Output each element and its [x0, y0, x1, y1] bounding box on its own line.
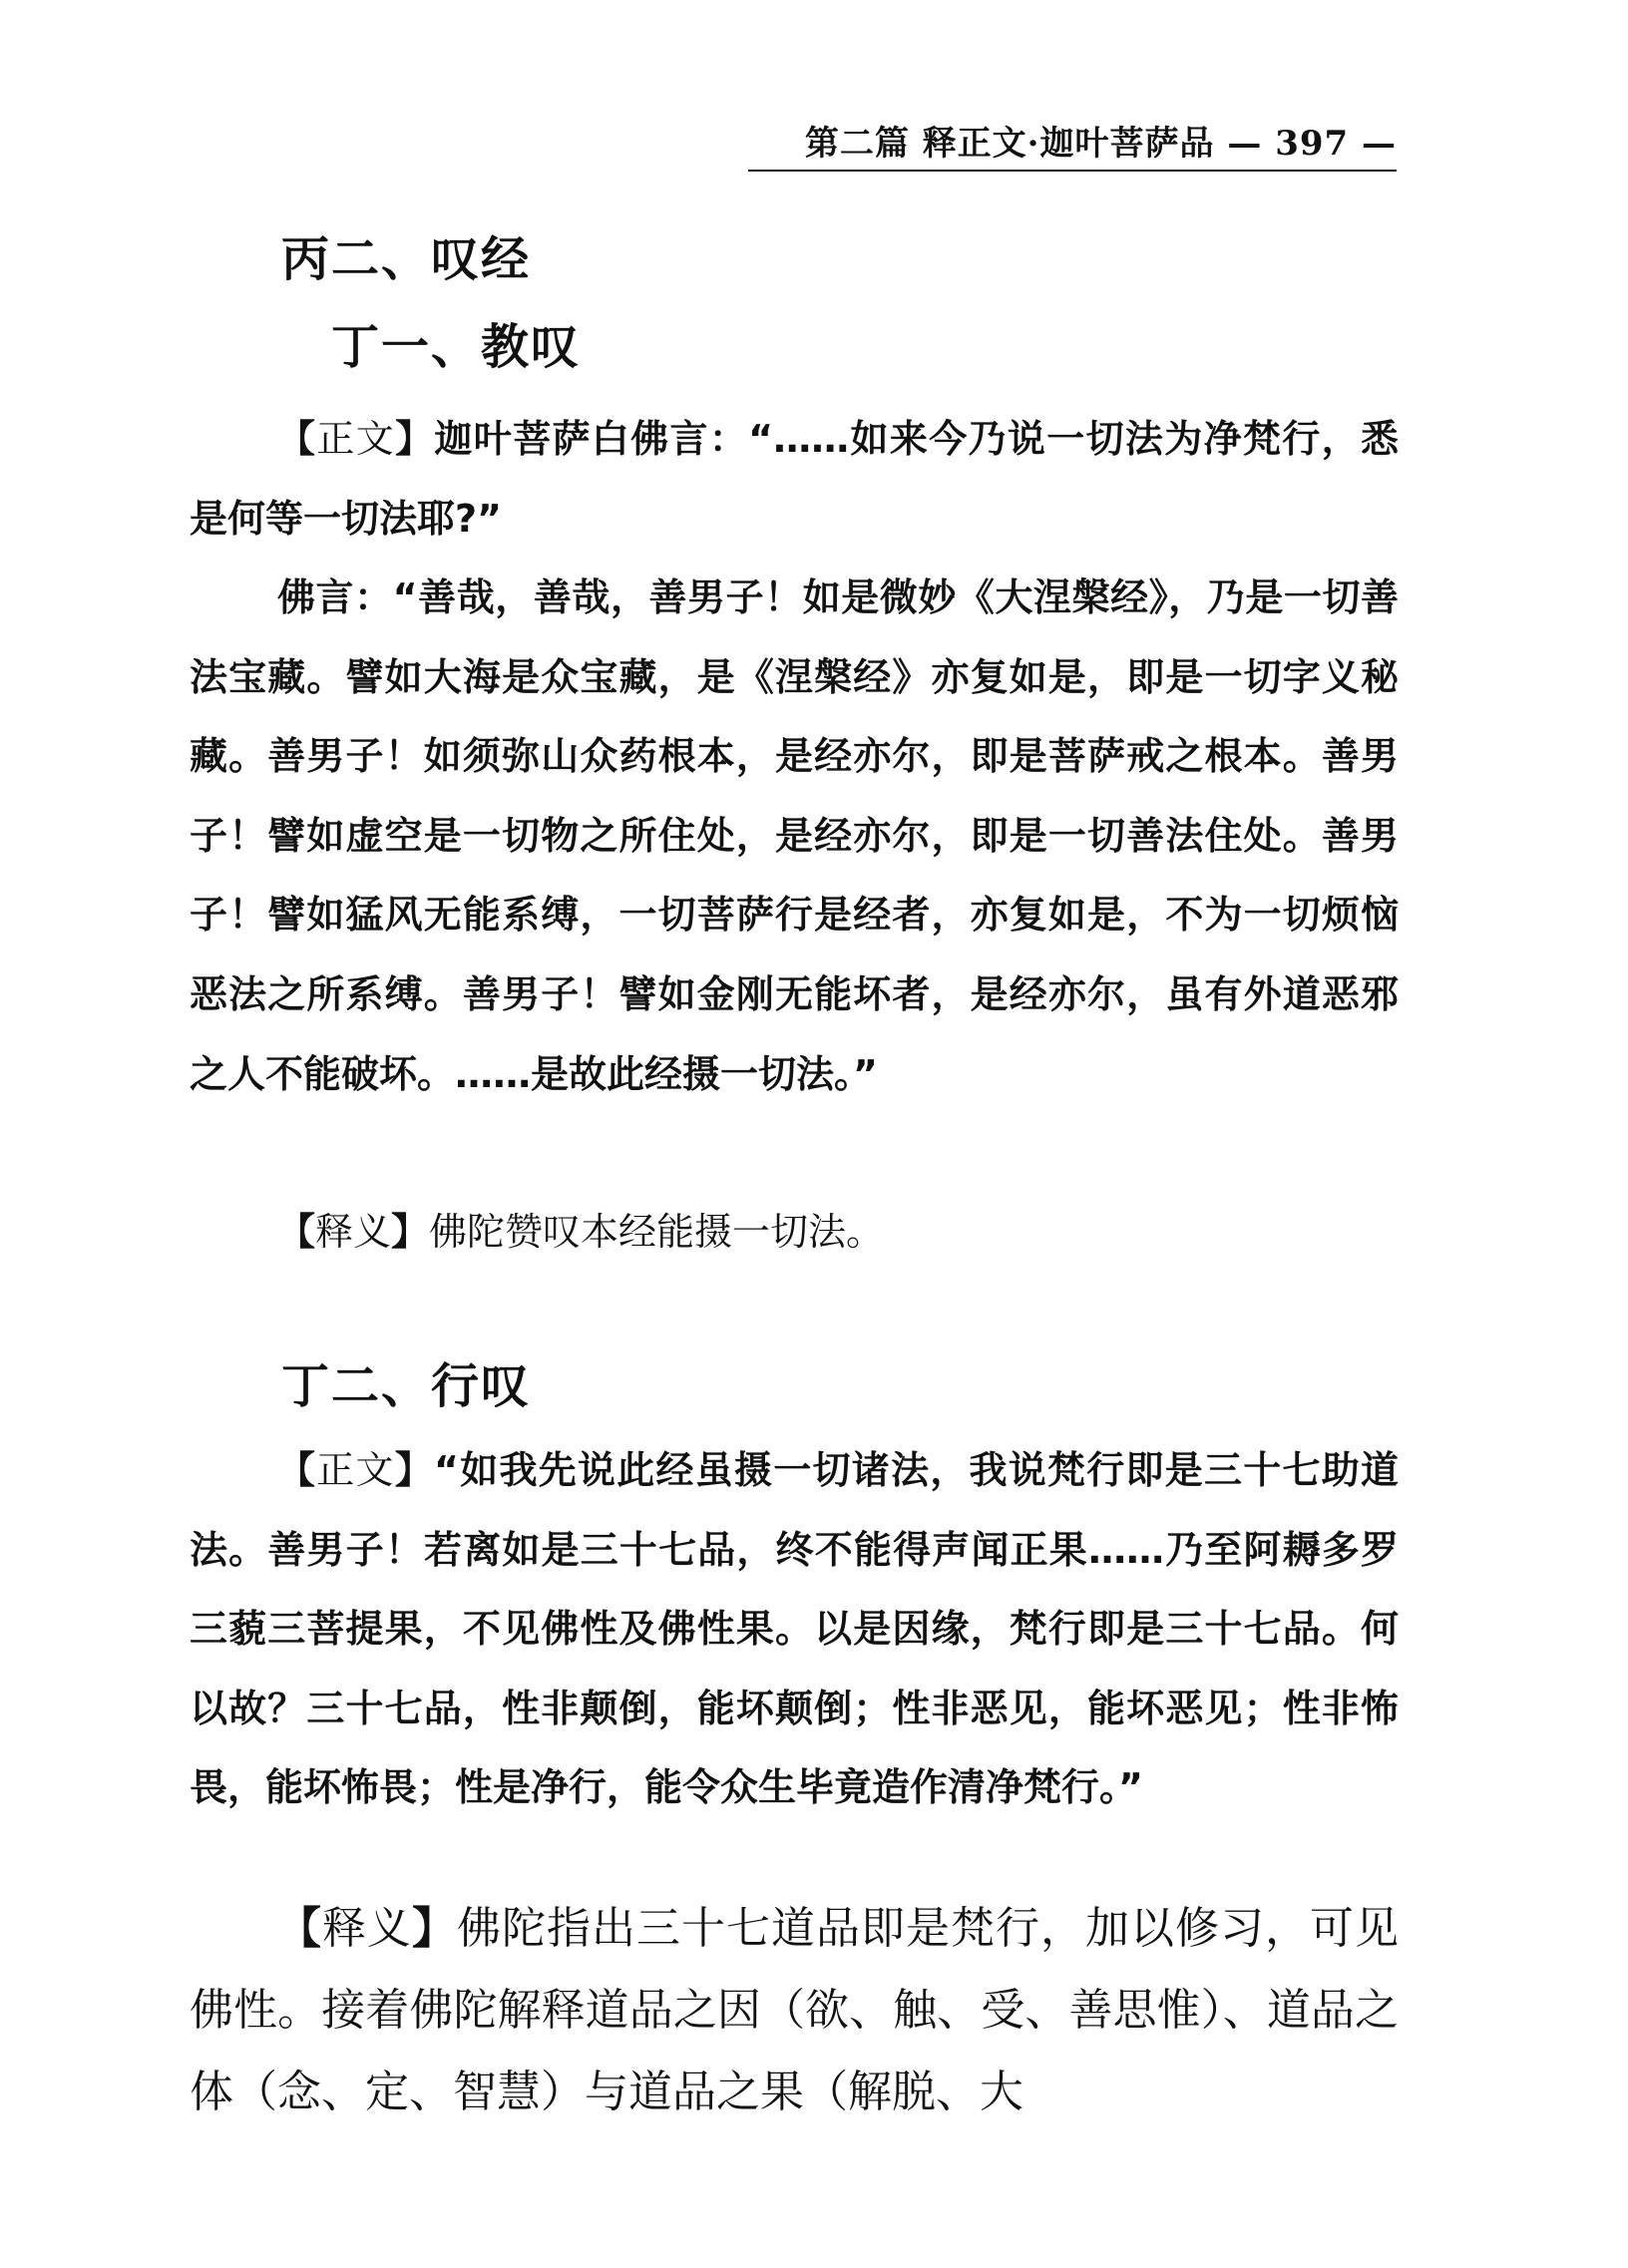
buddha-reply-passage: 佛言：“善哉，善哉，善男子！如是微妙《大涅槃经》，乃是一切善法宝藏。譬如大海是众宝藏，是《涅槃经》亦复如是，即是一切字义秘藏。善男子！如须弥山众药根本，是经亦尔，即是菩萨戒之根本。善男子！譬如虚空是一切物之所住处，是经亦尔，即是一切善法住处。善男子！譬如猛风无能系缚，一切菩萨行是经者，亦复如是，不为一切烦恼恶法之所系缚。善男子！譬如金刚无能坏者，是经亦尔，虽有外道恶邪之人不能破坏。……是故此经摄一切法。”: [190, 575, 1399, 1096]
section-heading-bing2: 丙二、叹经: [281, 231, 532, 287]
subsection-heading-ding1: 丁一、教叹: [331, 319, 582, 375]
sutra-passage-ding1: [190, 400, 1399, 559]
sutra-text: “如我先说此经虽摄一切诸法，我说梵行即是三十七助道法。善男子！若离如是三十七品，终不能得声闻正果……乃至阿耨多罗三藐三菩提果，不见佛性及佛性果。以是因缘，梵行即是三十七品。何以故？三十七品，性非颠倒，能坏颠倒；性非恶见，能坏恶见；性非怖畏，能坏怖畏；性是净行，能令众生毕竟造作清净梵行。”: [190, 1448, 1399, 1810]
shiyi-tag: 【释义】: [277, 1903, 457, 1954]
commentary-ding2: [190, 1888, 1399, 2133]
sutra-passage-ding2: [190, 1431, 1399, 1828]
sutra-text: 迦叶菩萨白佛言：“……如来今乃说一切法为净梵行，悉是何等一切法耶?”: [190, 417, 1399, 541]
commentary-text: 佛陀指出三十七道品即是梵行，加以修习，可见佛性。接着佛陀解释道品之因（欲、触、受、善思惟）、道品之体（念、定、智慧）与道品之果（解脱、大: [190, 1903, 1399, 2117]
commentary-text: 佛陀赞叹本经能摄一切法。: [429, 1210, 885, 1254]
commentary-ding1: [190, 1193, 1399, 1273]
zhengwen-tag: 【正文】: [277, 1448, 434, 1492]
zhengwen-tag: 【正文】: [277, 417, 435, 461]
running-head: 第二篇 释正文·迦叶菩萨品 — 397 —: [748, 118, 1397, 172]
subsection-heading-ding2: 丁二、行叹: [281, 1358, 532, 1414]
shiyi-tag: 【释义】: [277, 1210, 430, 1254]
